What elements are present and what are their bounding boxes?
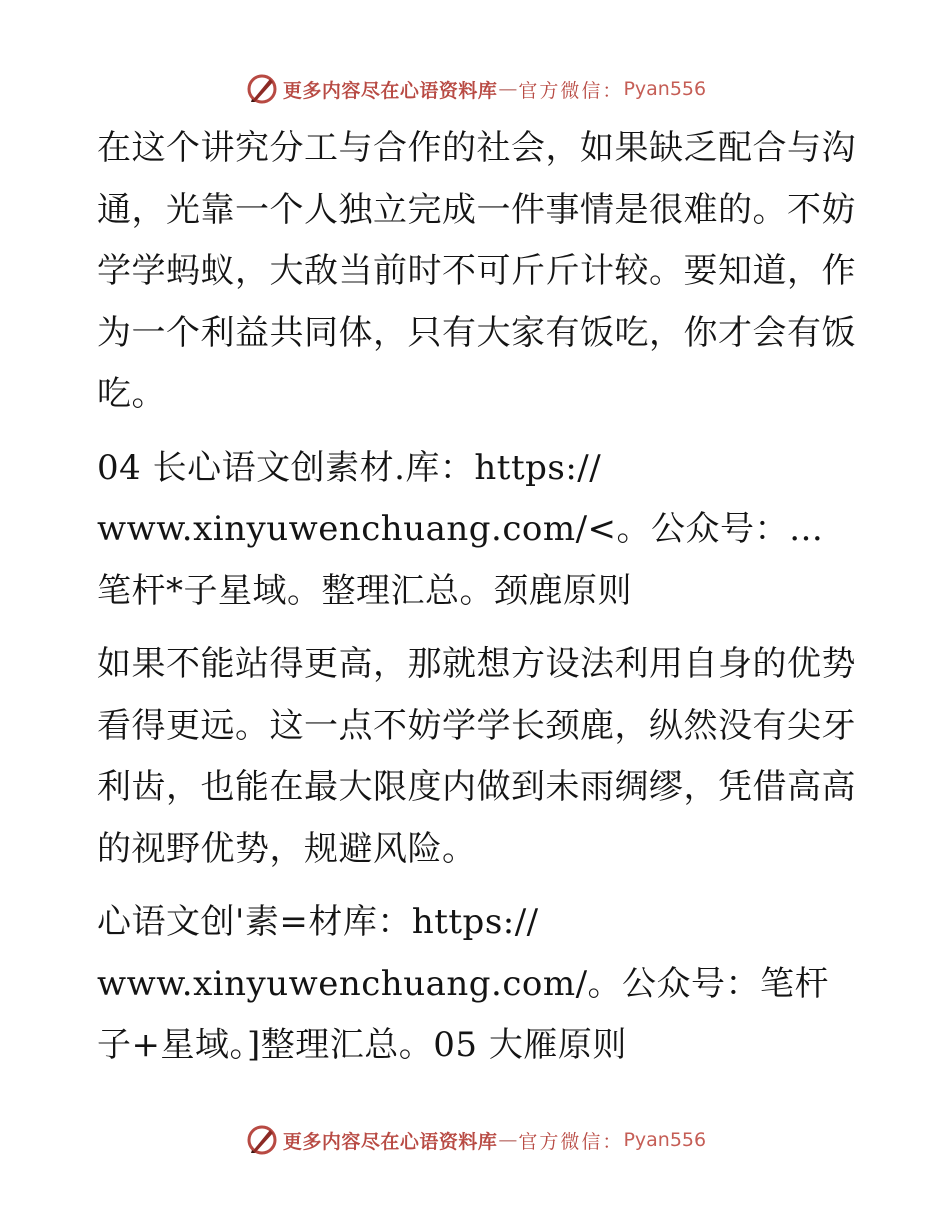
paragraph-source-line-1: 04 长心语文创素材.库：https:// [97,447,602,488]
banner-official-label: 官方微信： [518,79,624,102]
document-body [97,118,857,1077]
paragraph-cooperation: 在这个讲究分工与合作的社会，如果缺乏配合与沟通，光靠一个人独立完成一件事情是很难的。不妨学学蚂蚁，大敌当前时不可斤斤计较。要知道，作为一个利益共同体，只有大家有饭吃，你才会有饭吃。 [97,128,856,414]
paragraph-giraffe: 如果不能站得更高，那就想方设法利用自身的优势看得更远。这一点不妨学学长颈鹿，纵然没有尖牙利齿，也能在最大限度内做到未雨绸缪，凭借高高的视野优势，规避风险。 [97,644,856,869]
banner-official-label: 官方微信： [518,1130,624,1153]
banner-separator: — [498,78,518,100]
banner-separator: — [498,1129,518,1151]
paragraph-source-line-2: www.xinyuwenchuang.com/<。公众号：…笔杆*子星域。整理汇总。颈鹿原则 [97,509,824,611]
banner-wechat-handle: Pyan556 [623,1129,707,1151]
banner-wechat-handle: Pyan556 [623,78,707,100]
brush-logo-icon [244,1122,280,1158]
banner-brand: 更多内容尽在心语资料库 [282,79,498,102]
brush-logo-icon [244,71,280,107]
paragraph-source-line-4: www.xinyuwenchuang.com/。公众号：笔杆子+星域。]整理汇总。05 大雁原则 [97,963,830,1065]
banner-brand: 更多内容尽在心语资料库 [282,1130,498,1153]
header-banner [0,71,950,107]
paragraph-source-line-3: 心语文创'素=材库：https:// [97,902,539,942]
footer-banner [0,1122,950,1158]
